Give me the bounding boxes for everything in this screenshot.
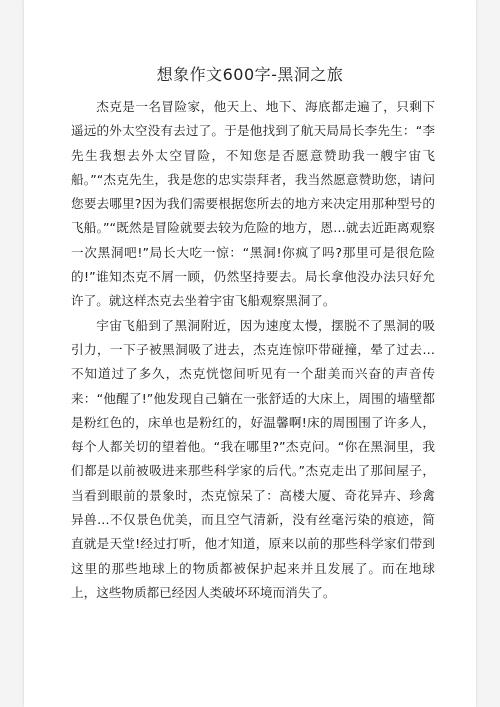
paragraph-1: 杰克是一名冒险家，他天上、地下、海底都走遍了，只剩下遥远的外太空没有去过了。于是他找到了航天局局长李先生：“李先生我想去外太空冒险，不知您是否愿意赞助我一艘宇宙飞船。”“杰克先生，我是您的忠实崇拜者，我当然愿意赞助您，请问您要去哪里?因为我们需要根据您所去的地方来决定用那种型号的飞船。”“既然是冒险就要去较为危险的地方，恩…就去近距离观察一次黑洞吧!”局长大吃一惊：“黑洞!你疯了吗?那里可是很危险的!”谁知杰克不屑一顾，仍然坚持要去。局长拿他没办法只好允许了。就这样杰克去坐着宇宙飞船观察黑洞了。 <box>71 99 435 309</box>
article-body <box>71 95 435 605</box>
page-title: 想象作文600字-黑洞之旅 <box>156 65 344 84</box>
paragraph-2: 宇宙飞船到了黑洞附近，因为速度太慢，摆脱不了黑洞的吸引力，一下子被黑洞吸了进去，杰克连惊吓带碰撞，晕了过去…不知道过了多久，杰克恍惚间听见有一个甜美而兴奋的声音传来：“他醒了!”他发现自己躺在一张舒适的大床上，周围的墙壁都是粉红色的，床单也是粉红的，好温馨啊!床的周围围了许多人，每个人都关切的望着他。“我在哪里?”杰克问。“你在黑洞里，我们都是以前被吸进来那些科学家的后代。”杰克走出了那间屋子，当看到眼前的景象时，杰克惊呆了：高楼大厦、奇花异卉、珍禽异兽…不仅景色优美，而且空气清新，没有丝毫污染的痕迹，简直就是天堂!经过打听，他才知道，原来以前的那些科学家们带到这里的那些地球上的物质都被保护起来并且发展了。而在地球上，这些物质都已经因人类破坏环境而消失了。 <box>71 317 435 600</box>
